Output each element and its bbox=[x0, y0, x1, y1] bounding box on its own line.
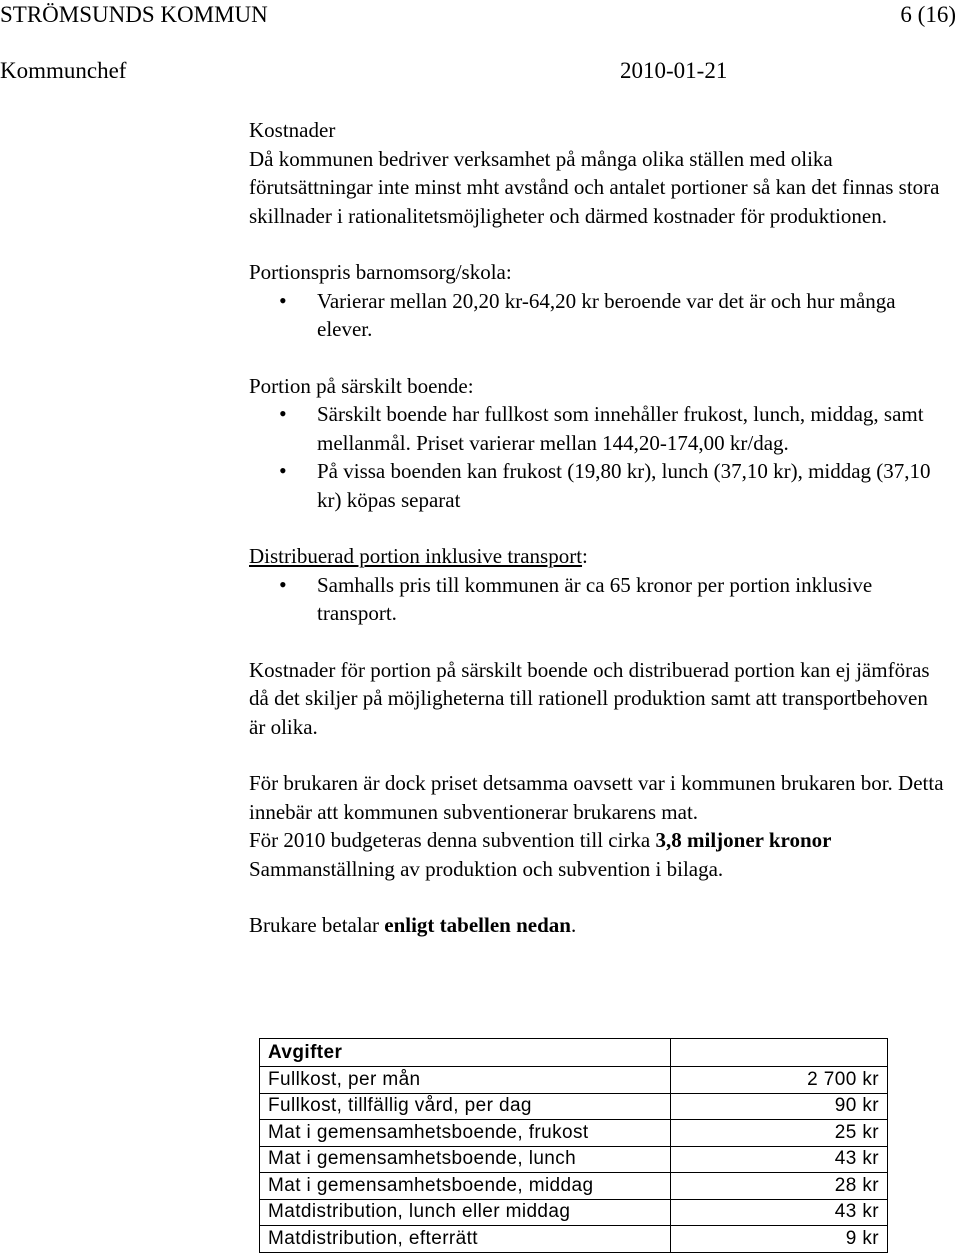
budget-amount: 3,8 miljoner kronor bbox=[655, 828, 832, 852]
fee-price: 28 kr bbox=[671, 1173, 888, 1200]
care-home-portion-label-text: Portion på särskilt boende bbox=[249, 373, 468, 398]
table-row bbox=[260, 1146, 888, 1173]
table-row bbox=[260, 1173, 888, 1200]
school-price-list bbox=[249, 287, 949, 344]
fee-price: 43 kr bbox=[671, 1199, 888, 1226]
table-header-cell bbox=[260, 1039, 671, 1067]
document-body bbox=[249, 116, 949, 940]
list-item: • Varierar mellan 20,20 kr-64,20 kr beroende var det är och hur många elever. bbox=[249, 287, 949, 344]
table-row bbox=[260, 1199, 888, 1226]
table-header-row bbox=[260, 1039, 888, 1067]
fee-item: Mat i gemensamhetsboende, middag bbox=[260, 1173, 671, 1200]
table-row bbox=[260, 1120, 888, 1147]
school-price-label: Portionspris barnomsorg/skola: bbox=[249, 260, 512, 284]
fee-item: Mat i gemensamhetsboende, frukost bbox=[260, 1120, 671, 1147]
fee-table-title: Avgifter bbox=[268, 1041, 343, 1063]
distributed-portion-list bbox=[249, 571, 949, 628]
subsidy-paragraph: För brukaren är dock priset detsamma oavsett var i kommunen brukaren bor. Detta innebär att kommunen subventionerar brukarens mat. bbox=[249, 771, 944, 824]
fee-item: Matdistribution, lunch eller middag bbox=[260, 1199, 671, 1226]
budget-paragraph bbox=[249, 826, 949, 855]
care-home-portion-label: Portion på särskilt boende: bbox=[249, 373, 474, 398]
costs-intro-paragraph: Då kommunen bedriver verksamhet på många olika ställen med olika förutsättningar inte minst mht avstånd och antalet portioner så kan det finnas stora skillnader i rationalitetsmöjligheter och därmed kostnader för produktionen. bbox=[249, 146, 940, 228]
table-row bbox=[260, 1093, 888, 1120]
fee-table bbox=[259, 1038, 888, 1253]
page-number: 6 (16) bbox=[900, 2, 956, 27]
fee-price: 2 700 kr bbox=[671, 1067, 888, 1094]
fee-item: Matdistribution, efterrätt bbox=[260, 1226, 671, 1253]
school-price-label-text: Portionspris barnomsorg/skola bbox=[249, 260, 506, 284]
fee-item: Fullkost, per mån bbox=[260, 1067, 671, 1094]
payment-intro bbox=[249, 911, 949, 940]
distributed-portion-label-text: Distribuerad portion inklusive transport bbox=[249, 544, 583, 568]
document-date: 2010-01-21 bbox=[620, 58, 728, 83]
fee-item: Fullkost, tillfällig vård, per dag bbox=[260, 1093, 671, 1120]
list-item: • Samhalls pris till kommunen är ca 65 kronor per portion inklusive transport. bbox=[249, 571, 949, 628]
list-item: • Särskilt boende har fullkost som innehåller frukost, lunch, middag, samt mellanmål. Priset varierar mellan 144,20-174,00 kr/dag. bbox=[249, 400, 949, 457]
fee-price: 43 kr bbox=[671, 1146, 888, 1173]
table-row bbox=[260, 1226, 888, 1253]
payment-intro-suffix: . bbox=[570, 913, 577, 937]
distributed-portion-label: Distribuerad portion inklusive transport: bbox=[249, 544, 588, 568]
table-header-empty-cell bbox=[671, 1039, 888, 1067]
fee-price: 90 kr bbox=[671, 1093, 888, 1120]
organization-name: STRÖMSUNDS KOMMUN bbox=[0, 2, 268, 27]
payment-intro-bold: enligt tabellen nedan bbox=[384, 913, 571, 937]
care-home-portion-list bbox=[249, 400, 949, 514]
author-role: Kommunchef bbox=[0, 58, 127, 83]
fee-item: Mat i gemensamhetsboende, lunch bbox=[260, 1146, 671, 1173]
appendix-note: Sammanställning av produktion och subvention i bilaga. bbox=[249, 856, 724, 881]
fee-price: 9 kr bbox=[671, 1226, 888, 1253]
table-row bbox=[260, 1067, 888, 1094]
section-heading-costs: Kostnader bbox=[249, 118, 336, 142]
comparison-paragraph: Kostnader för portion på särskilt boende och distribuerad portion kan ej jämföras då det skiljer på möjligheterna till rationell produktion samt att transportbehoven är olika. bbox=[249, 657, 930, 739]
budget-text: För 2010 budgeteras denna subvention till cirka bbox=[249, 828, 656, 852]
list-item: • På vissa boenden kan frukost (19,80 kr), lunch (37,10 kr), middag (37,10 kr) köpas separat bbox=[249, 457, 949, 514]
fee-price: 25 kr bbox=[671, 1120, 888, 1147]
payment-intro-text: Brukare betalar bbox=[249, 913, 385, 937]
